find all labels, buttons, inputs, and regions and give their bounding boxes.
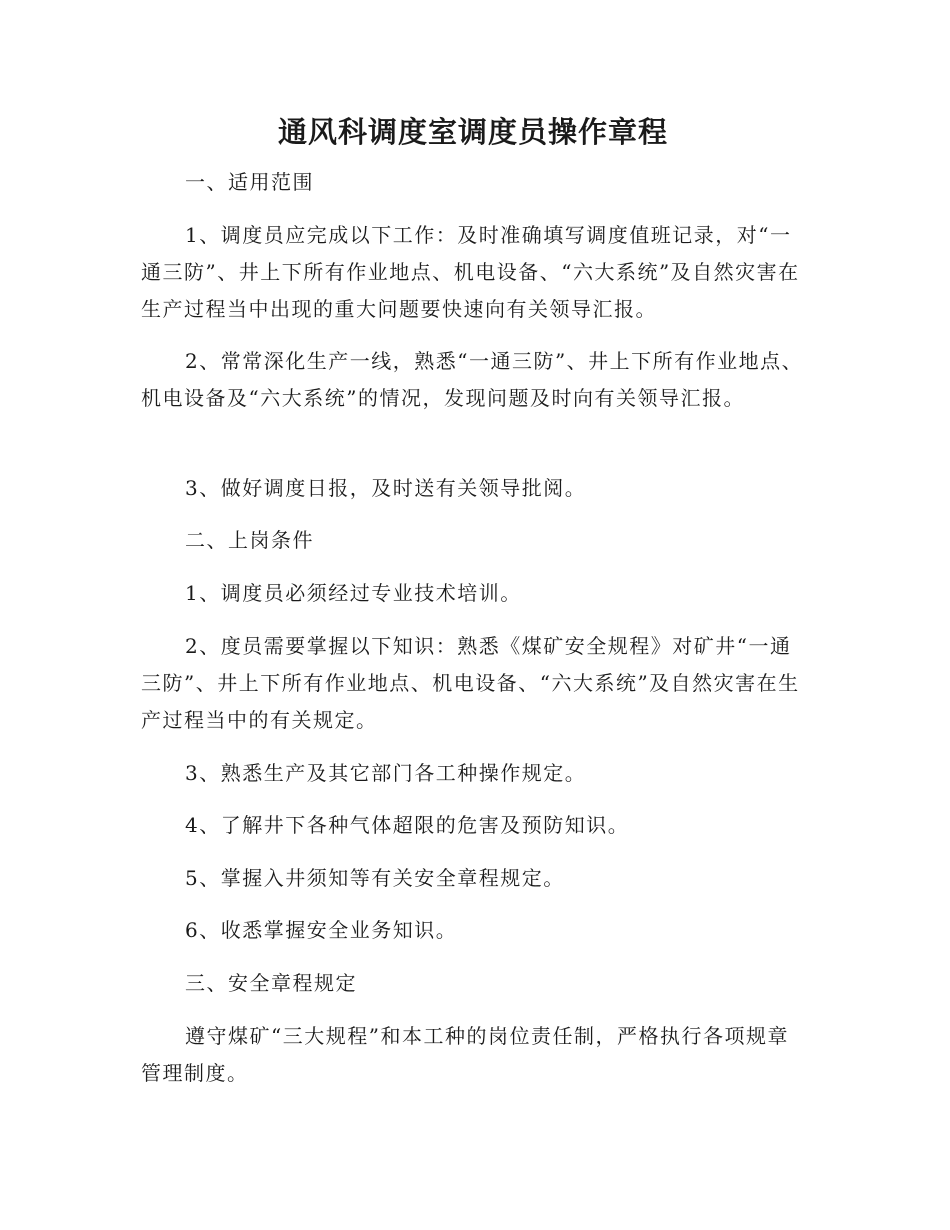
paragraph-scope-1: 1、调度员应完成以下工作：及时准确填写调度值班记录，对“一通三防”、井上下所有作业地点、机电设备、“六大系统”及自然灾害在生产过程当中出现的重大问题要快速向有关领导汇报。 <box>141 223 800 321</box>
paragraph-scope-3: 3、做好调度日报，及时送有关领导批阅。 <box>185 476 587 500</box>
paragraph-conditions-2: 2、度员需要掌握以下知识：熟悉《煤矿安全规程》对矿井“一通三防”、井上下所有作业地点、机电设备、“六大系统”及自然灾害在生产过程当中的有关规定。 <box>141 634 800 732</box>
section-heading-scope: 一、适用范围 <box>185 170 314 194</box>
section-heading-conditions: 二、上岗条件 <box>185 528 314 552</box>
paragraph-scope-2: 2、常常深化生产一线，熟悉“一通三防”、井上下所有作业地点、机电设备及“六大系统”的情况，发现问题及时向有关领导汇报。 <box>141 349 804 410</box>
paragraph-safety-1: 遵守煤矿“三大规程”和本工种的岗位责任制，严格执行各项规章管理制度。 <box>141 1024 789 1085</box>
paragraph-conditions-5: 5、掌握入井须知等有关安全章程规定。 <box>185 866 565 890</box>
section-heading-safety: 三、安全章程规定 <box>185 971 357 995</box>
paragraph-conditions-3: 3、熟悉生产及其它部门各工种操作规定。 <box>185 761 587 785</box>
paragraph-conditions-1: 1、调度员必须经过专业技术培训。 <box>185 581 522 605</box>
paragraph-conditions-6: 6、收悉掌握安全业务知识。 <box>185 918 458 942</box>
paragraph-conditions-4: 4、了解井下各种气体超限的危害及预防知识。 <box>185 813 630 837</box>
document-title: 通风科调度室调度员操作章程 <box>277 115 668 149</box>
